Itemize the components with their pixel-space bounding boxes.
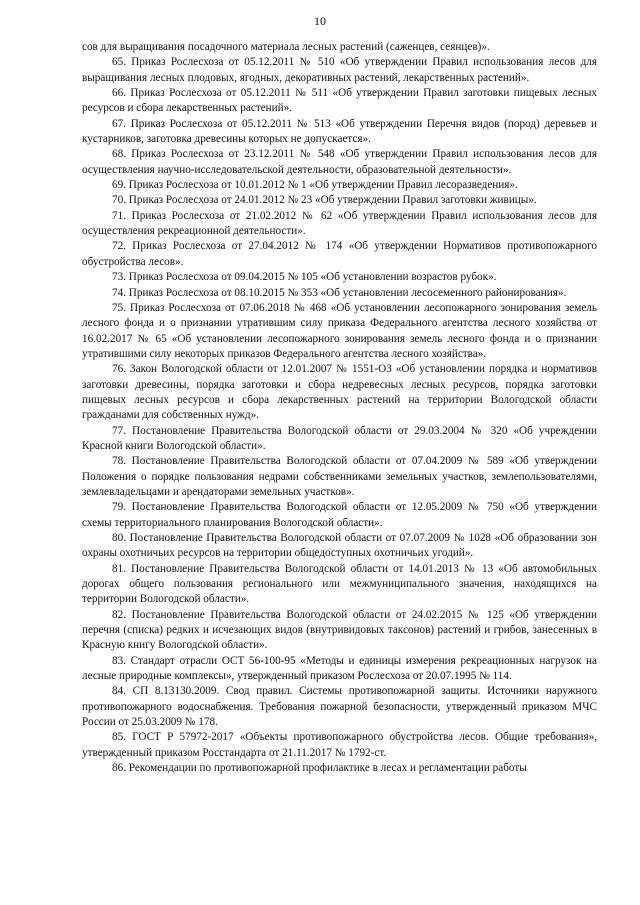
list-item: 84. СП 8.13130.2009. Свод правил. Системы противопожарной защиты. Источники наружного противопожарного водоснабжения. Требования пожарной безопасности, утвержденный приказом МЧС России от 25.03.2009 № 178. xyxy=(82,685,597,729)
page-number: 10 xyxy=(314,14,326,28)
list-item: 66. Приказ Рослесхоза от 05.12.2011 № 511 «Об утверждении Правил заготовки пищевых лесных ресурсов и сбора лекарственных растений». xyxy=(82,87,597,115)
list-item: 70. Приказ Рослесхоза от 24.01.2012 № 23 «Об утверждении Правил заготовки живицы». xyxy=(112,194,537,207)
list-item: 69. Приказ Рослесхоза от 10.01.2012 № 1 «Об утверждении Правил лесоразведения». xyxy=(112,179,518,192)
document-body xyxy=(82,40,597,777)
list-item: 82. Постановление Правительства Вологодской области от 24.02.2015 № 125 «Об утверждении перечня (списка) редких и исчезающих видов (внутривидовых таксонов) растений и грибов, занесенных в Красную книгу Вологодской области». xyxy=(82,608,597,652)
list-item: 78. Постановление Правительства Вологодской области от 07.04.2009 № 589 «Об утверждении Положения о порядке пользования недрами собственниками земельных участков, землепользователями, землевладельцами и арендаторами земельных участков». xyxy=(82,455,597,498)
list-item: 67. Приказ Рослесхоза от 05.12.2011 № 513 «Об утверждении Перечня видов (пород) деревьев и кустарников, заготовка древесины которых не допускается». xyxy=(82,117,597,146)
list-item: 86. Рекомендации по противопожарной профилактике в лесах и регламентации работы xyxy=(112,762,527,775)
continuation-paragraph: сов для выращивания посадочного материала лесных растений (саженцев, сеянцев)». xyxy=(82,41,490,53)
list-item: 73. Приказ Рослесхоза от 09.04.2015 № 105 «Об установлении возрастов рубок». xyxy=(112,271,497,284)
list-item: 77. Постановление Правительства Вологодской области от 29.03.2004 № 320 «Об учреждении Красной книги Вологодской области». xyxy=(82,424,597,452)
list-item: 81. Постановление Правительства Вологодской области от 14.01.2013 № 13 «Об автомобильных дорогах общего пользования регионального или межмуниципального значения, находящихся на территории Вологодской области». xyxy=(82,562,597,606)
list-item: 76. Закон Вологодской области от 12.01.2007 № 1551-ОЗ «Об установлении порядка и нормативов заготовки древесины, порядка заготовки и сбора недревесных лесных ресурсов, порядка заготовки пищевых лесных ресурсов и сбора лекарственных растений на территории Вологодской области гражданами для собственных нужд». xyxy=(82,363,597,422)
list-item: 72. Приказ Рослесхоза от 27.04.2012 № 174 «Об утверждении Нормативов противопожарного обустройства лесов». xyxy=(82,240,597,268)
list-item: 68. Приказ Рослесхоза от 23.12.2011 № 548 «Об утверждении Правил использования лесов для осуществления научно-исследовательской деятельности, образовательной деятельности». xyxy=(82,148,597,176)
list-item: 85. ГОСТ Р 57972-2017 «Объекты противопожарного обустройства лесов. Общие требования», утвержденный приказом Росстандарта от 21.11.2017 № 1792-ст. xyxy=(82,731,597,759)
list-item: 74. Приказ Рослесхоза от 08.10.2015 № 353 «Об установлении лесосеменного районирования». xyxy=(112,286,567,299)
list-item: 79. Постановление Правительства Вологодской области от 12.05.2009 № 750 «Об утверждении схемы территориального планирования Вологодской области». xyxy=(82,501,597,529)
list-item: 83. Стандарт отрасли ОСТ 56-100-95 «Методы и единицы измерения рекреационных нагрузок на лесные природные комплексы», утвержденный приказом Рослесхоза от 20.07.1995 № 114. xyxy=(82,654,597,683)
list-item: 80. Постановление Правительства Вологодской области от 07.07.2009 № 1028 «Об образовании зон охраны охотничьих ресурсов на территории общедоступных охотничьих угодий». xyxy=(82,532,597,560)
list-item: 71. Приказ Рослесхоза от 21.02.2012 № 62 «Об утверждении Правил использования лесов для осуществления рекреационной деятельности». xyxy=(82,209,597,238)
list-item: 75. Приказ Рослесхоза от 07.06.2018 № 468 «Об установлении лесопожарного зонирования земель лесного фонда и о признании утратившим силу приказа Федерального агентства лесного хозяйства от 16.02.2017 № 65 «Об установлении лесопожарного зонирования земель лесного фонда и о признании утратившими силу некоторых приказов Федерального агентства лесного хозяйства». xyxy=(82,301,597,360)
list-item: 65. Приказ Рослесхоза от 05.12.2011 № 510 «Об утверждении Правил использования лесов для выращивания лесных плодовых, ягодных, декоративных растений, лекарственных растений». xyxy=(82,56,597,84)
